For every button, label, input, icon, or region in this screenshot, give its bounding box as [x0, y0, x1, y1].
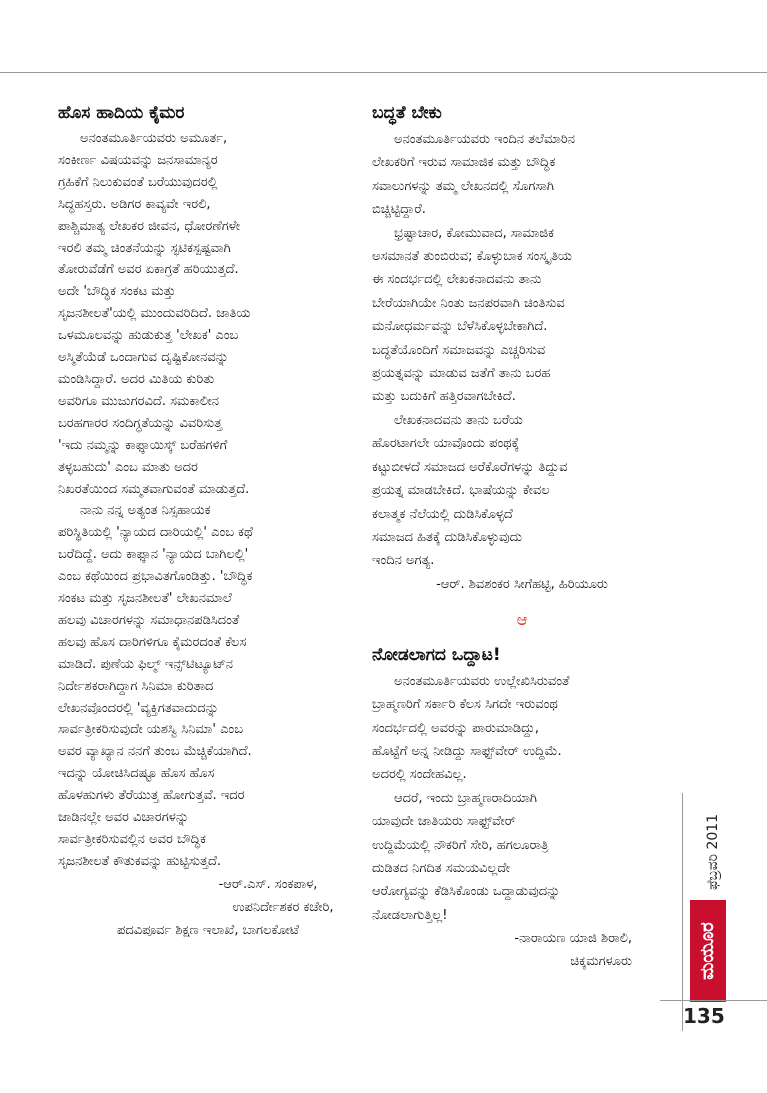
body-line: ಸಂದರ್ಭದಲ್ಲಿ ಅವರನ್ನು ಪಾರುಮಾಡಿದ್ದು, [372, 720, 539, 736]
body-line: ಬೇರೆಯಾಗಿಯೇ ನಿಂತು ಜನಪರವಾಗಿ ಚಿಂತಿಸುವ [372, 295, 565, 311]
signature-line: ಪದವಿಪೂರ್ವ ಶಿಕ್ಷಣ ಇಲಾಖೆ, ಬಾಗಲಕೋಟೆ [117, 922, 299, 938]
body-line: ಪಾಶ್ಚಿಮಾತ್ಯ ಲೇಖಕರ ಜೀವನ, ಧೋರಣೆಗಳೇ [58, 218, 241, 234]
signature-line: ಚಿಕ್ಕಮಗಳೂರು [570, 954, 632, 970]
body-line: ಅದೇ 'ಬೌದ್ಧಿಕ ಸಂಕಟ ಮತ್ತು [58, 284, 176, 300]
body-line: ಬಿಚ್ಚಿಟ್ಟಿದ್ದಾರೆ. [372, 202, 426, 218]
right-heading-2: ನೋಡಲಾಗದ ಒದ್ದಾಟ! [372, 644, 501, 665]
body-line: ಲೇಖಕನಾದವನು ತಾನು ಬರೆಯ [394, 412, 523, 428]
body-line: ಲೇಖನವೊಂದರಲ್ಲಿ 'ವ್ಯಕ್ತಿಗತವಾದುದನ್ನು [58, 700, 219, 716]
body-line: ಅವರಿಗೂ ಮುಜುಗರವಿದೆ. ಸಮಕಾಲೀನ [58, 393, 220, 409]
body-line: ಜಾಡಿನಲ್ಲೇ ಅವರ ವಿಚಾರಗಳನ್ನು [58, 810, 189, 826]
body-line: ಸವಾಲುಗಳನ್ನು ತಮ್ಮ ಲೇಖನದಲ್ಲಿ ಸೊಗಸಾಗಿ [372, 178, 554, 194]
body-line: ಸಂಕಟ ಮತ್ತು ಸೃಜನಶೀಲತೆ' ಲೇಖನಮಾಲೆ [58, 591, 232, 607]
body-line: ಹಲವು ವಿಚಾರಗಳನ್ನು ಸಮಾಧಾನಪಡಿಸಿದಂತೆ [58, 612, 240, 628]
body-line: ಉದ್ದಿಮೆಯಲ್ಲಿ ನೌಕರಿಗೆ ಸೇರಿ, ಹಗಲೂರಾತ್ರಿ [372, 837, 549, 853]
body-line: ಆರೋಗ್ಯವನ್ನು ಕೆಡಿಸಿಕೊಂಡು ಒದ್ದಾಡುವುದನ್ನು [372, 884, 561, 900]
signature-line: -ಆರ್. ಶಿವಶಂಕರ ಸೀಗೆಹಟ್ಟಿ, ಹಿರಿಯೂರು [436, 576, 608, 592]
left-column [58, 100, 358, 942]
body-line: ಭ್ರಷ್ಟಾಚಾರ, ಕೋಮುವಾದ, ಸಾಮಾಜಿಕ [394, 225, 554, 241]
signature-line: -ಆರ್.ಎಸ್. ಸಂಕಪಾಳ, [218, 876, 318, 892]
body-line: ಕಲಾತ್ಮಕ ನೆಲೆಯಲ್ಲಿ ದುಡಿಸಿಕೊಳ್ಳದೆ [372, 506, 513, 522]
body-line: ಮನೋಧರ್ಮವನ್ನು ಬೆಳೆಸಿಕೊಳ್ಳಬೇಕಾಗಿದೆ. [372, 319, 548, 335]
left-heading: ಹೊಸ ಹಾದಿಯ ಕೈಮರ [58, 103, 185, 123]
body-line: ಹೊರಟಾಗಲೇ ಯಾವೊಂದು ಪಂಥಕ್ಕೆ [372, 436, 520, 452]
body-line: ಯಾವುದೇ ಜಾತಿಯರು ಸಾಫ್ಟ್‌ವೇರ್ [372, 814, 516, 830]
body-line: ಸಿದ್ಧಹಸ್ತರು. ಅಡಿಗರ ಕಾವ್ಯವೇ ಇರಲಿ, [58, 196, 211, 212]
body-line: ನಿಖರತೆಯಿಂದ ಸಮ್ಮತವಾಗುವಂತೆ ಮಾಡುತ್ತದೆ. [58, 481, 250, 497]
signature-line: ಉಪನಿರ್ದೇಶಕರ ಕಚೇರಿ, [232, 899, 334, 915]
body-line: ದುಡಿತದ ನಿಗದಿತ ಸಮಯವಿಲ್ಲದೇ [372, 860, 511, 876]
body-line: ಮಂಡಿಸಿದ್ದಾರೆ. ಅದರ ಮಿತಿಯ ಕುರಿತು [58, 371, 215, 387]
body-line: ಪ್ರಯತ್ನವನ್ನು ಮಾಡುವ ಜತೆಗೆ ತಾನು ಬರಹ [372, 366, 551, 382]
body-line: ಎಂಬ ಕಥೆಯಿಂದ ಪ್ರಭಾವಿತಗೊಂಡಿತ್ತು. 'ಬೌದ್ಧಿಕ [58, 569, 253, 585]
body-line: ಈ ಸಂದರ್ಭದಲ್ಲಿ ಲೇಖಕನಾದವನು ತಾನು [372, 272, 542, 288]
body-line: ಮಾಡಿದೆ. ಪುಣೆಯ ಫಿಲ್ಮ್ ಇನ್ಸ್‌ಟಿಟ್ಯೂಟ್‌ನ [58, 656, 234, 672]
body-line: ಒಳಮೂಲವನ್ನು ಹುಡುಕುತ್ತ 'ಲೇಖಕ' ಎಂಬ [58, 328, 239, 344]
body-line: ಸಮಾಜದ ಹಿತಕ್ಕೆ ದುಡಿಸಿಕೊಳ್ಳುವುದು [372, 529, 523, 545]
ornament-icon: ಆ [516, 609, 528, 629]
body-line: ಬ್ರಾಹ್ಮಣರಿಗೆ ಸರ್ಕಾರಿ ಕೆಲಸ ಸಿಗದೇ ಇರುವಂಥ [372, 697, 558, 713]
body-line: ಮತ್ತು ಬದುಕಿಗೆ ಹತ್ತಿರವಾಗಬೇಕಿದೆ. [372, 389, 516, 405]
body-line: ಸೃಜನಶೀಲತೆ'ಯಲ್ಲಿ ಮುಂದುವರಿದಿದೆ. ಜಾತಿಯ [58, 306, 251, 322]
body-line: 'ಇದು ನಮ್ಮನ್ನು ಕಾಫ್ಕಾಯಿಸ್ಕ್ ಬರೆಹಗಳಿಗೆ [58, 437, 228, 453]
body-line: ಪರಿಸ್ಥಿತಿಯಲ್ಲಿ 'ನ್ಯಾಯದ ದಾರಿಯಲ್ಲಿ' ಎಂಬ ಕಥೆ [58, 525, 253, 541]
body-line: ತೋರುವೆಡೆಗೆ ಅವರ ಏಕಾಗ್ರತೆ ಹರಿಯುತ್ತದೆ. [58, 262, 239, 278]
body-line: ಇದನ್ನು ಯೋಚಿಸಿದಷ್ಟೂ ಹೊಸ ಹೊಸ [58, 766, 215, 782]
body-line: ಸೃಜನಶೀಲತೆ ಕೌತುಕವನ್ನು ಹುಟ್ಟಿಸುತ್ತದೆ. [58, 853, 222, 869]
side-divider [682, 793, 683, 1031]
right-heading-1: ಬದ್ಧತೆ ಬೇಕು [372, 103, 442, 123]
body-line: ಕಟ್ಟುಬೀಳದೆ ಸಮಾಜದ ಅರೆಕೊರೆಗಳನ್ನು ತಿದ್ದುವ [372, 459, 568, 475]
signature-line: -ನಾರಾಯಣ ಯಾಜಿ ಶಿರಾಲಿ, [514, 931, 632, 947]
body-line: ಲೇಖಕರಿಗೆ ಇರುವ ಸಾಮಾಜಿಕ ಮತ್ತು ಬೌದ್ಧಿಕ [372, 155, 556, 171]
issue-date: ಫೆಬ್ರವರಿ 2011 [705, 813, 721, 890]
body-line: ಹೊಳಹುಗಳು ತೆರೆಯುತ್ತ ಹೋಗುತ್ತವೆ. ಇದರ [58, 788, 245, 804]
right-column [372, 100, 672, 973]
body-line: ಅಸ್ಮಿತೆಯೆಡೆ ಒಂದಾಗುವ ದೃಷ್ಟಿಕೋನವನ್ನು [58, 350, 229, 366]
body-line: ಅನಂತಮೂರ್ತಿಯವರು ಉಲ್ಲೇಖಿಸಿರುವಂತೆ [394, 673, 570, 689]
body-line: ಹೊಟ್ಟೆಗೆ ಅನ್ನ ನೀಡಿದ್ದು ಸಾಫ್ಟ್‌ವೇರ್ ಉದ್ದಿಮೆ. [372, 743, 562, 759]
body-line: ಆದರೆ, ಇಂದು ಬ್ರಾಹ್ಮಣರಾದಿಯಾಗಿ [394, 790, 538, 806]
body-line: ಸಾರ್ವತ್ರೀಕರಿಸುವಲ್ಲಿನ ಅವರ ಬೌದ್ಧಿಕ [58, 832, 206, 847]
body-line: ಅದರಲ್ಲಿ ಸಂದೇಹವಿಲ್ಲ. [372, 767, 467, 783]
body-line: ಅನಂತಮೂರ್ತಿಯವರು ಇಂದಿನ ತಲೆಮಾರಿನ [394, 132, 575, 147]
body-line: ನೋಡಲಾಗುತ್ತಿಲ್ಲ! [372, 907, 448, 923]
body-line: ಅವರ ವ್ಯಾಖ್ಯಾನ ನನಗೆ ತುಂಬ ಮೆಚ್ಚಿಕೆಯಾಗಿದೆ. [58, 744, 252, 760]
magazine-name: ಮಯೂರ [697, 922, 718, 980]
body-line: ಬದ್ಧತೆಯೊಂದಿಗೆ ಸಮಾಜವನ್ನು ಎಚ್ಚರಿಸುವ [372, 342, 546, 358]
body-line: ನಾನು ನನ್ನ ಅತ್ಯಂತ ನಿಸ್ಸಹಾಯಕ [80, 503, 211, 519]
body-line: ಅಸಮಾನತೆ ತುಂಬಿರುವ; ಕೊಳ್ಳುಬಾಕ ಸಂಸ್ಕೃತಿಯ [372, 249, 572, 265]
body-line: ಇಂದಿನ ಅಗತ್ಯ. [372, 553, 435, 569]
magazine-logo [690, 900, 726, 1002]
body-line: ಸಾರ್ವತ್ರೀಕರಿಸುವುದೇ ಯಶಸ್ವಿ ಸಿನಿಮಾ' ಎಂಬ [58, 722, 243, 738]
top-rule [0, 72, 767, 73]
body-line: ಇರಲಿ ತಮ್ಮ ಚಿಂತನೆಯನ್ನು ಸ್ಫಟಿಕಸ್ಪಷ್ಟವಾಗಿ [58, 240, 231, 256]
body-line: ಗ್ರಹಿಕೆಗೆ ನಿಲುಕುವಂತೆ ಬರೆಯುವುದರಲ್ಲಿ [58, 174, 218, 190]
page-rule [660, 1000, 767, 1001]
body-line: ತಳ್ಳಬಹುದು' ಎಂಬ ಮಾತು ಅದರ [58, 459, 198, 475]
body-line: ನಿರ್ದೇಶಕರಾಗಿದ್ದಾಗ ಸಿನಿಮಾ ಕುರಿತಾದ [58, 678, 214, 694]
body-line: ಸಂಕೀರ್ಣ ವಿಷಯವನ್ನು ಜನಸಾಮಾನ್ಯರ [58, 152, 218, 168]
page-number: 135 [683, 1004, 725, 1028]
body-line: ಬರೆದಿದ್ದೆ. ಅದು ಕಾಫ್ಕಾನ 'ನ್ಯಾಯದ ಬಾಗಿಲಲ್ಲಿ' [58, 547, 249, 563]
body-line: ಪ್ರಯತ್ನ ಮಾಡಬೇಕಿದೆ. ಭಾಷೆಯನ್ನು ಕೇವಲ [372, 483, 550, 499]
magazine-logo-icon [690, 900, 726, 1002]
body-line: ಹಲವು ಹೊಸ ದಾರಿಗಳಿಗೂ ಕೈಮರದಂತೆ ಕೆಲಸ [58, 634, 247, 650]
body-line: ಬರಹಗಾರರ ಸಂದಿಗ್ಧತೆಯನ್ನು ವಿವರಿಸುತ್ತ [58, 415, 223, 431]
body-line: ಅನಂತಮೂರ್ತಿಯವರು ಅಮೂರ್ತ, [80, 131, 228, 146]
